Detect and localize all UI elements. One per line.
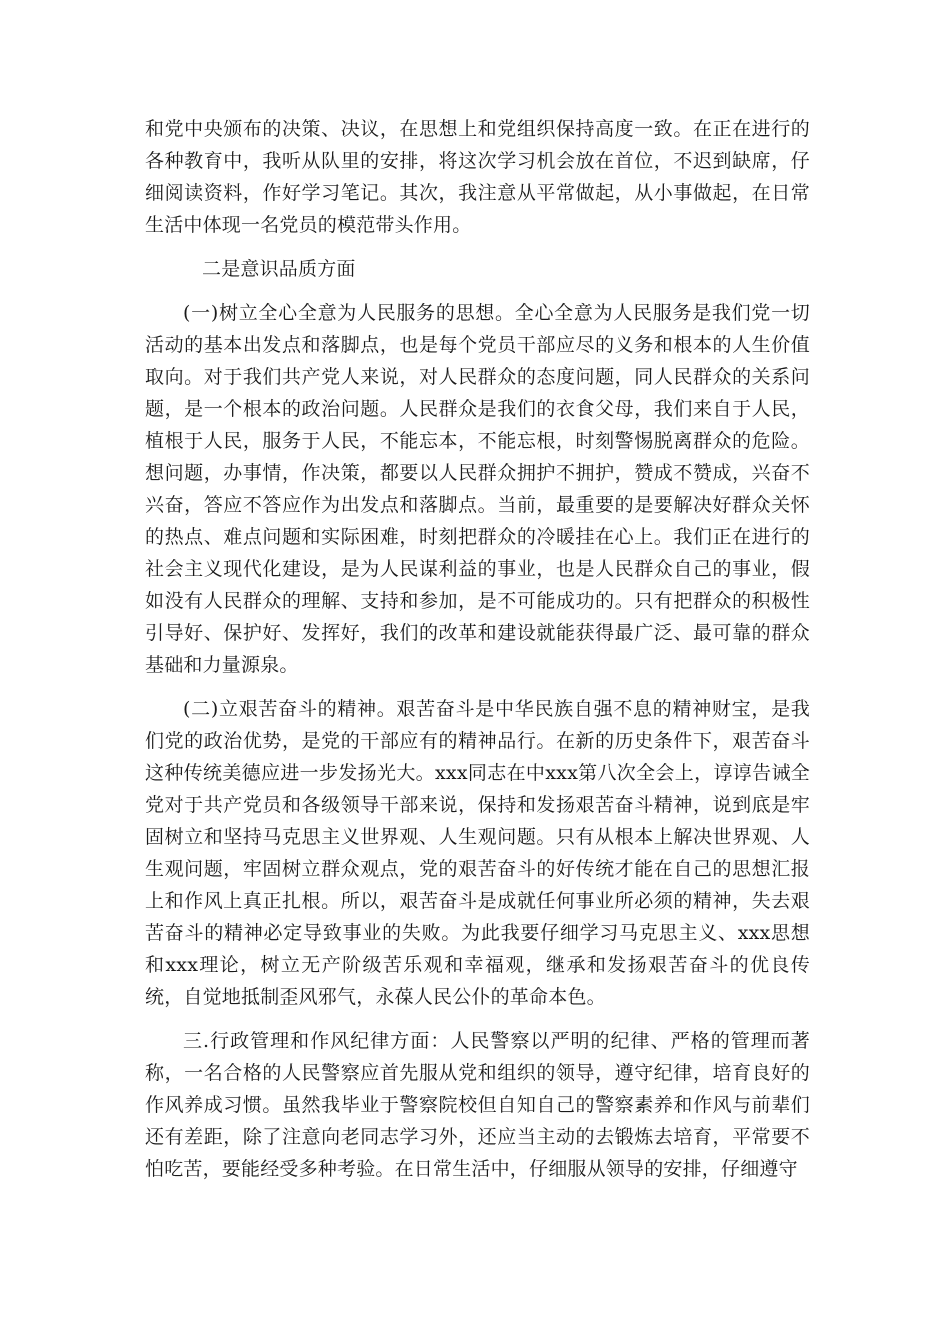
paragraph-serve-the-people: (一)树立全心全意为人民服务的思想。全心全意为人民服务是我们党一切活动的基本出发点和落脚点，也是每个党员干部应尽的义务和根本的人生价值取向。对于我们共产党人来说，对人民群众的态度问题，同人民群众的关系问题，是一个根本的政治问题。人民群众是我们的衣食父母，我们来自于人民，植根于人民，服务于人民，不能忘本，不能忘根，时刻警惕脱离群众的危险。想问题，办事情，作决策，都要以人民群众拥护不拥护，赞成不赞成，兴奋不兴奋，答应不答应作为出发点和落脚点。当前，最重要的是要解决好群众关怀的热点、难点问题和实际困难，时刻把群众的冷暖挂在心上。我们正在进行的社会主义现代化建设，是为人民谋利益的事业，也是人民群众自己的事业，假如没有人民群众的理解、支持和参加，是不可能成功的。只有把群众的积极性引导好、保护好、发挥好，我们的改革和建设就能获得最广泛、最可靠的群众基础和力量源泉。 [145, 302, 810, 676]
paragraph-administration-discipline: 三.行政管理和作风纪律方面：人民警察以严明的纪律、严格的管理而著称，一名合格的人民警察应首先服从党和组织的领导，遵守纪律，培育良好的作风养成习惯。虽然我毕业于警察院校但自知自己的警察素养和作风与前辈们还有差距，除了注意向老同志学习外，还应当主动的去锻炼去培育，平常要不怕吃苦，要能经受多种考验。在日常生活中，仔细服从领导的安排，仔细遵守 [145, 1030, 810, 1180]
section-heading-awareness-quality: 二是意识品质方面 [202, 258, 356, 280]
paragraph-party-consistency: 和党中央颁布的决策、决议，在思想上和党组织保持高度一致。在正在进行的各种教育中，我听从队里的安排，将这次学习机会放在首位，不迟到缺席，仔细阅读资料，作好学习笔记。其次，我注意从平常做起，从小事做起，在日常生活中体现一名党员的模范带头作用。 [145, 118, 810, 236]
document-body [145, 113, 810, 1197]
paragraph-hard-work-spirit: (二)立艰苦奋斗的精神。艰苦奋斗是中华民族自强不息的精神财宝，是我们党的政治优势，是党的干部应有的精神品行。在新的历史条件下，艰苦奋斗这种传统美德应进一步发扬光大。xxx同志在中xxx第八次全会上，谆谆告诫全党对于共产党员和各级领导干部来说，保持和发扬艰苦奋斗精神，说到底是牢固树立和坚持马克思主义世界观、人生观问题。只有从根本上解决世界观、人生观问题，牢固树立群众观点，党的艰苦奋斗的好传统才能在自己的思想汇报上和作风上真正扎根。所以，艰苦奋斗是成就任何事业所必须的精神，失去艰苦奋斗的精神必定导致事业的失败。为此我要仔细学习马克思主义、xxx思想和xxx理论，树立无产阶级苦乐观和幸福观，继承和发扬艰苦奋斗的优良传统，自觉地抵制歪风邪气，永葆人民公仆的革命本色。 [145, 698, 810, 1008]
